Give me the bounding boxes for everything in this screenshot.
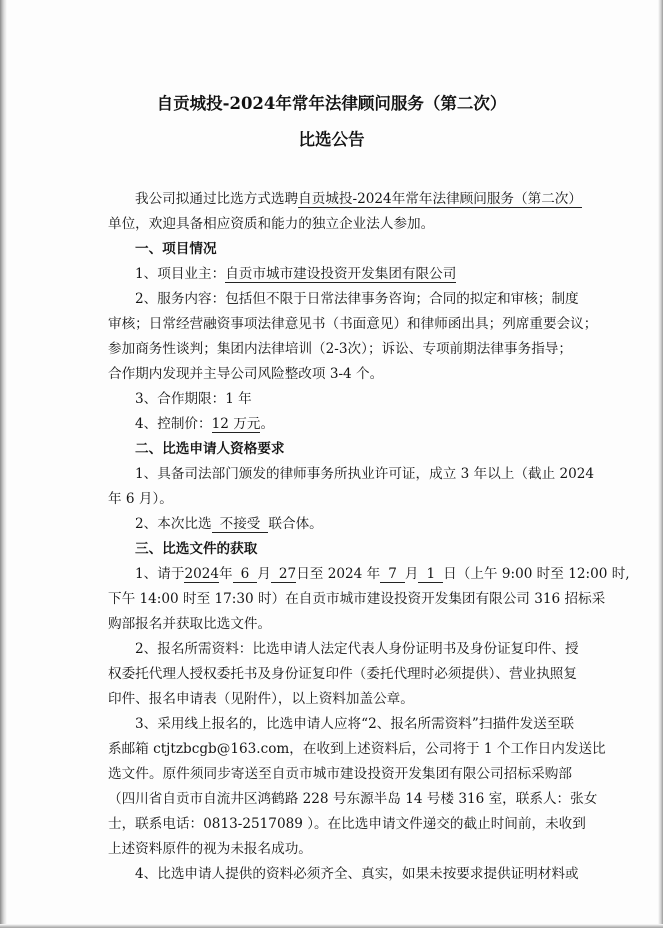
document-subtitle: 比选公告 bbox=[298, 130, 365, 149]
intro-prefix: 我公司拟通过比选方式选聘 bbox=[135, 191, 299, 207]
start-month: 6 bbox=[233, 566, 258, 583]
obtain-item-4-line-1: 4、比选申请人提供的资料必须齐全、真实，如果未按要求提供证明材料或 bbox=[135, 866, 579, 882]
service-content-line-2: 审核；日常经营融资事项法律意见书（书面意见）和律师函出具；列席重要会议； bbox=[108, 316, 598, 332]
obtain-item-3-line-6: 上述资料原件的视为未报名成功。 bbox=[108, 841, 312, 857]
obtain-item-1-line-3: 购部报名并获取比选文件。 bbox=[108, 616, 272, 632]
document-body bbox=[108, 187, 630, 887]
control-price-label: 4、控制价： bbox=[135, 416, 212, 432]
qualification-1-line-2: 年 6 月）。 bbox=[108, 491, 173, 507]
project-owner-value: 自贡市城市建设投资开发集团有限公司 bbox=[225, 266, 457, 282]
qualification-2-prefix: 2、本次比选 bbox=[135, 516, 212, 532]
obtain-item-1-line-1: 1、请于2024年 6 月 27日至 2024 年 7 月 1 日（上午 9:00 时至 12:00 时, bbox=[135, 566, 630, 582]
scan-edge-left bbox=[0, 0, 7, 928]
intro-line-2: 单位，欢迎具备相应资质和能力的独立企业法人参加。 bbox=[108, 216, 435, 232]
scan-edge-bottom bbox=[0, 924, 663, 928]
section-heading-qualification: 二、比选申请人资格要求 bbox=[135, 441, 285, 457]
start-day: 27 bbox=[271, 566, 296, 583]
obtain-item-3-line-2: 系邮箱 ctjtzbcgb@163.com，在收到上述资料后，公司将于 1 个工作日内发送比 bbox=[108, 741, 606, 757]
service-content-line-1: 2、服务内容：包括但不限于日常法律事务咨询；合同的拟定和审核；制度 bbox=[135, 291, 579, 307]
control-price-end: 。 bbox=[260, 416, 275, 432]
obtain-item-2-line-2: 权委托代理人授权委托书及身份证复印件（委托代理时必须提供）、营业执照复 bbox=[108, 666, 577, 682]
section-heading-project: 一、项目情况 bbox=[135, 241, 217, 257]
cooperation-term: 3、合作期限：1 年 bbox=[135, 391, 252, 407]
control-price bbox=[108, 412, 572, 437]
control-price-value: 12 万元 bbox=[211, 416, 261, 432]
obtain-item-2-line-1: 2、报名所需资料：比选申请人法定代表人身份证明书及身份证复印件、授 bbox=[135, 641, 579, 657]
end-day: 1 bbox=[418, 566, 443, 583]
section-heading-obtain-documents: 三、比选文件的获取 bbox=[135, 541, 258, 557]
document-title: 自贡城投-2024年常年法律顾问服务（第二次） bbox=[156, 94, 507, 113]
obtain-item-3-line-4: （四川省自贡市自流井区鸿鹤路 228 号东源半岛 14 号楼 316 室，联系人：张女 bbox=[108, 791, 598, 807]
service-content-line-3: 参加商务性谈判；集团内法律培训（2-3次）；诉讼、专项前期法律事务指导； bbox=[108, 341, 572, 357]
end-month: 7 bbox=[380, 566, 405, 583]
qualification-1-line-1: 1、具备司法部门颁发的律师事务所执业许可证，成立 3 年以上（截止 2024 bbox=[135, 466, 595, 482]
obtain-item-3-line-5: 士，联系电话：0813-2517089 ）。在比选申请文件递交的截止时间前，未收到 bbox=[108, 816, 586, 832]
obtain-item-2-line-3: 印件、报名申请表（见附件），以上资料加盖公章。 bbox=[108, 691, 414, 707]
qualification-2-value: 不接受 bbox=[212, 516, 269, 533]
qualification-2-suffix: 联合体。 bbox=[268, 516, 323, 532]
project-owner-label: 1、项目业主： bbox=[135, 266, 226, 282]
scan-edge-right bbox=[658, 0, 663, 928]
obtain-item-3-line-3: 选文件。原件须同步寄送至自贡市城市建设投资开发集团有限公司招标采购部 bbox=[108, 766, 572, 782]
obtain-item-3-line-1: 3、采用线上报名的，比选申请人应将“2、报名所需资料”扫描件发送至联 bbox=[135, 716, 575, 732]
project-owner bbox=[108, 262, 572, 287]
intro-line-1 bbox=[108, 187, 582, 212]
obtain-item-1-line-2: 下午 14:00 时至 17:30 时）在自贡市城市建设投资开发集团有限公司 316 招标采 bbox=[108, 591, 606, 607]
start-year: 2024 bbox=[184, 566, 220, 582]
service-content-line-4: 合作期内发现并主导公司风险整改项 3-4 个。 bbox=[108, 366, 384, 382]
intro-project-name: 自贡城投-2024年常年法律顾问服务（第二次） bbox=[298, 191, 582, 207]
qualification-2 bbox=[108, 512, 572, 537]
